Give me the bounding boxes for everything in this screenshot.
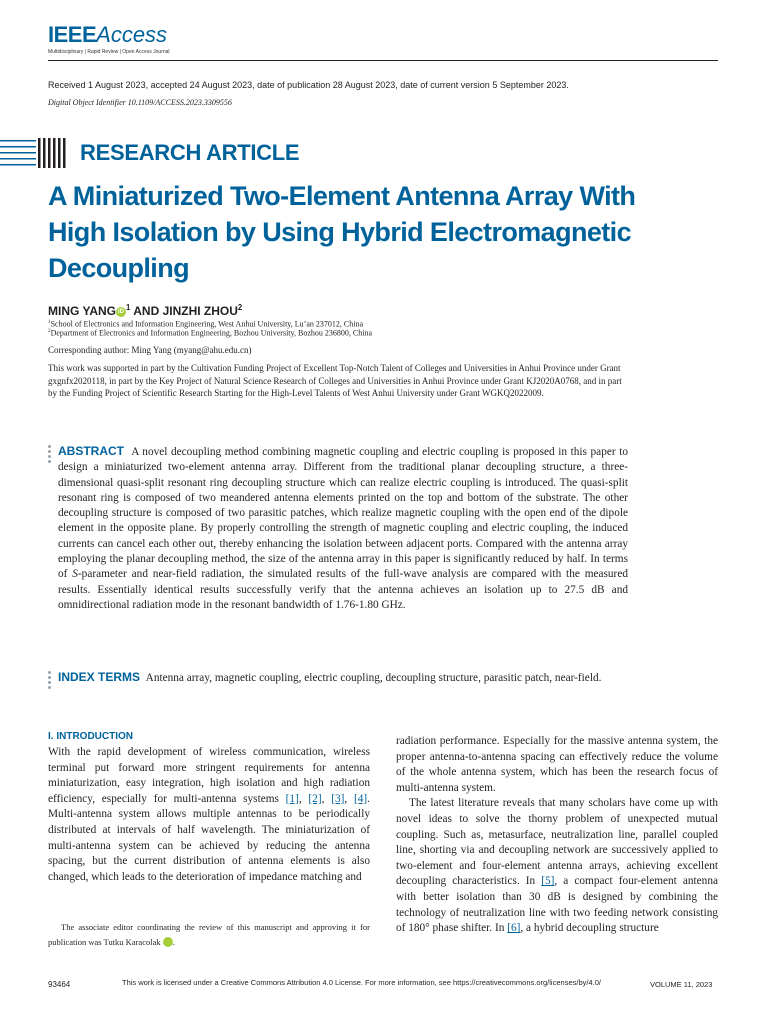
funding-note: This work was supported in part by the Cultivation Funding Project of Excellent Top-Notch Talent of Colleges and Universities in Anhui Province under Grant gxgnfx2020118, in part by the Key Project of Natural Science Research of Colleges and Universities in Anhui Province under Grant KJ2020A0768, and in part by the Funding Project of Scientific Research Starting for the High-Level Talents of West Anhui University under Grant WGKQ2022009.	[48, 363, 622, 398]
paragraph: radiation performance. Especially for the massive antenna system, the proper antenna-to-antenna spacing can effectively reduce the volume of the whole antenna system, which has been the research focus of multi-antenna system.	[396, 735, 718, 794]
affiliation-text: Department of Electronics and Information Engineering, Bozhou University, Bozhou 236800, China	[50, 328, 372, 338]
paragraph-text: The latest literature reveals that many scholars have come up with novel ideas to solve the thorny problem of unexpected mutual coupling. Such as, metasurface, neutralization line, parallel coupled line, shorting via and decoupling network are successively applied to two-element and four-element antenna arrays, achieving excellent decoupling characteristics. In	[396, 797, 718, 888]
abstract-text: -parameter and near-field radiation, the simulated results of the full-wave analysis are compared with the measured results. Essentially identical results successfully verify that the antenna achieves an isolation up to 27.5 dB and omnidirectional radiation mode in the resonant bandwidth of 1.76-1.80 GHz.	[58, 568, 628, 611]
header-rule	[48, 60, 718, 61]
orcid-icon[interactable]: iD	[118, 309, 125, 315]
logo-ieee: IEEE	[48, 22, 97, 47]
body-column-right	[396, 734, 718, 937]
paragraph-text: , a hybrid decoupling structure	[520, 922, 659, 935]
footnote-text: The associate editor coordinating the review of this manuscript and approving it for publication was Tutku Karacolak	[48, 922, 370, 947]
author-line	[48, 303, 242, 318]
index-terms	[58, 670, 628, 686]
affiliation-text: School of Electronics and Information Engineering, West Anhui University, Lu’an 237012, China	[50, 319, 363, 329]
affiliation-marker: 2	[237, 303, 243, 312]
paragraph: With the rapid development of wireless communication, wireless terminal put forward more stringent requirements for antenna miniaturization, easy integration, high isolation and high radiation efficiency, especially for multi-antenna systems [1], [2], [3], [4]. Multi-antenna system allows multiple antennas to be periodically distributed at intervals of half wavelength. The miniaturization of multi-antenna system can be achieved by reducing the antenna spacing, but the current distribution of antenna elements is also changed, which leads to the deterioration of impedance matching and	[48, 746, 370, 883]
affiliation	[48, 328, 372, 338]
author-name: AND JINZHI ZHOU	[133, 304, 238, 318]
index-terms-text: Antenna array, magnetic coupling, electric coupling, decoupling structure, parasitic patch, near-field.	[145, 672, 602, 684]
paragraph-text: , a compact four-element antenna with better isolation than 30 dB is designed by combining the technology of neutralization line with two feeding network consisting of 180° phase shifter. In	[396, 875, 718, 935]
banner-stripes-icon	[0, 136, 66, 170]
author-name: MING YANG	[48, 304, 117, 318]
citation-link[interactable]: [4]	[353, 792, 368, 805]
citation-link[interactable]: [5]	[541, 875, 555, 888]
paragraph-text: . Multi-antenna system allows multiple antennas to be periodically distributed at intervals of half wavelength. The miniaturization of multi-antenna system can be achieved by reducing the antenna spacing, but the current distribution of antenna elements is also changed, which leads to the deterioration of impedance matching and	[48, 792, 370, 883]
volume-info: VOLUME 11, 2023	[650, 980, 713, 989]
body-column-left	[48, 745, 370, 885]
abstract-label: ABSTRACT	[58, 444, 124, 458]
received-dates: Received 1 August 2023, accepted 24 August 2023, date of publication 28 August 2023, date of current version 5 September 2023.	[48, 80, 569, 90]
license-notice: This work is licensed under a Creative Commons Attribution 4.0 License. For more information, see https://creativecommons.org/licenses/by/4.0/	[122, 978, 601, 987]
logo-tagline: Multidisciplinary | Rapid Review | Open Access Journal	[48, 49, 170, 55]
paragraph-text: With the rapid development of wireless communication, wireless terminal put forward more stringent requirements for antenna miniaturization, easy integration, high isolation and high radiation efficiency, especially for multi-antenna systems	[48, 746, 370, 805]
citation-link[interactable]: [2]	[308, 792, 322, 805]
page-number: 93464	[48, 980, 71, 989]
citation-link[interactable]: [6]	[507, 922, 521, 935]
citation-link[interactable]: [1]	[285, 792, 299, 805]
affiliation-number: 2	[48, 328, 51, 334]
ieee-access-logo	[48, 22, 170, 55]
abstract-text: A novel decoupling method combining magnetic coupling and electric coupling is proposed in this paper to design a miniaturized two-element antenna array. Different from the traditional planar decoupling structure, a three-dimensional quasi-split resonant ring decoupling structure which can realize electric coupling is introduced. The quasi-split resonant ring is composed of two meandered antenna elements printed on the top and bottom of the substrate. The other decoupling structure is composed of two parasitic patches, which realize magnetic coupling with the open end of the dipole element in the opposite plane. By properly controlling the strength of magnetic coupling and electric coupling, the induced currents can cancel each other out, thereby enhancing the isolation between adjacent ports. Compared with the antenna array employing the planar decoupling method, the size of the antenna array in this paper is significantly reduced by half. In terms of	[58, 446, 628, 581]
paper-title: A Miniaturized Two-Element Antenna Array With High Isolation by Using Hybrid Electromagnetic Decoupling	[48, 181, 636, 283]
orcid-icon[interactable]: iD	[163, 937, 173, 947]
index-terms-label: INDEX TERMS	[58, 670, 141, 684]
index-dots-icon	[48, 671, 52, 691]
affiliation-marker: 1	[126, 303, 131, 312]
article-type-banner: RESEARCH ARTICLE	[80, 140, 300, 165]
abstract	[58, 444, 628, 613]
abstract-text: S	[72, 568, 78, 581]
section-heading: I. INTRODUCTION	[48, 731, 133, 742]
corresponding-author: Corresponding author: Ming Yang (myang@ahu.edu.cn)	[48, 345, 252, 355]
abstract-dots-icon	[48, 445, 52, 465]
affiliation-number: 1	[48, 319, 51, 325]
editor-footnote: The associate editor coordinating the review of this manuscript and approving it for publication was Tutku Karacolak iD.	[48, 922, 370, 947]
logo-access: Access	[96, 22, 168, 47]
doi: Digital Object Identifier 10.1109/ACCESS.2023.3309556	[48, 98, 232, 107]
paragraph	[396, 796, 718, 936]
citation-link[interactable]: [3]	[331, 792, 345, 805]
